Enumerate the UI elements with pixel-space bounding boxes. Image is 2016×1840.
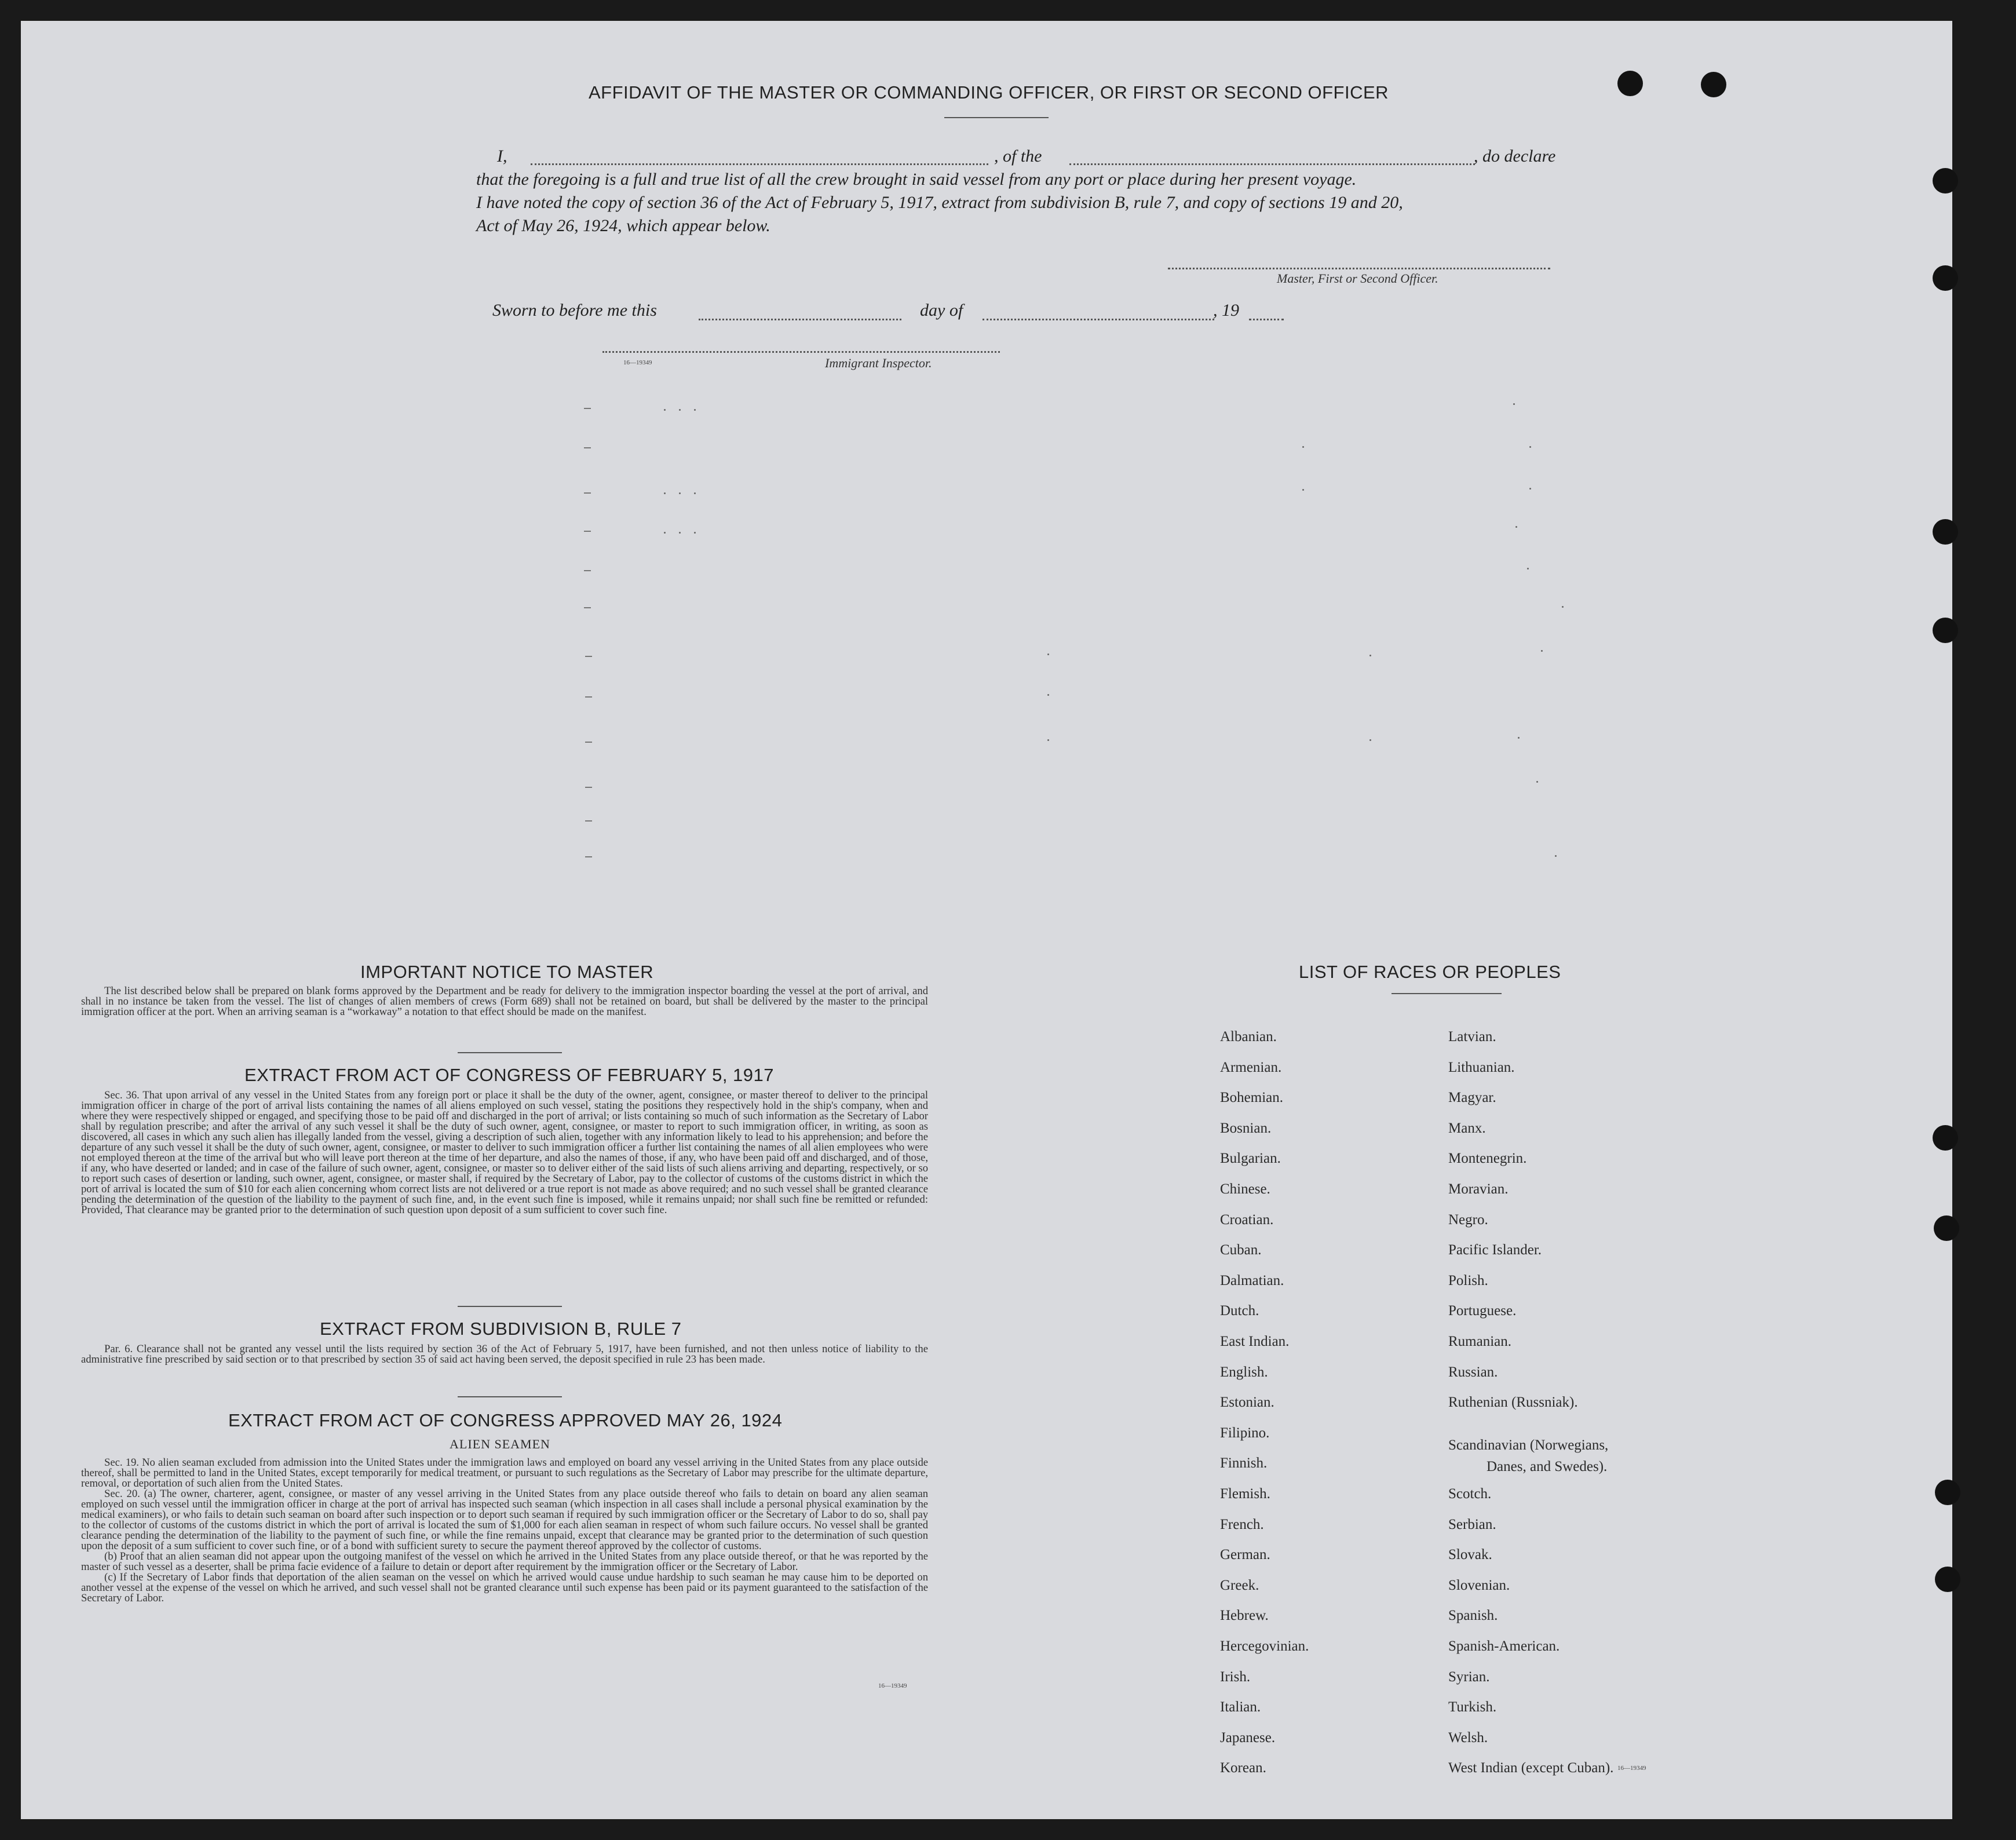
year-blank[interactable] [1249, 319, 1284, 320]
form-number: 16—19349 [623, 359, 652, 366]
section-36-paragraph: Sec. 36. That upon arrival of any vessel in the United States from any foreign port or place it shall be the duty of the owner, agent, consignee, or master thereof to deliver to the principal immigration officer in charge of the port of arrival lists containing the names of all aliens employed on such vessel, stating the positions they respectively hold in the ship's company, when and where they were respectively shipped or engaged, and specifying those to be paid off and discharged in the port of arrival; or lists containing so much of such information as the Secretary of Labor shall by regulation prescribe; and after the arrival of any such vessel it shall be the duty of such owner, agent, consignee, or master to report to such immigration officer, in writing, as soon as discovered, all cases in which any such alien has illegally landed from the vessel, giving a description of such alien, together with any information likely to lead to his apprehension; and before the departure of any such vessel it shall be the duty of such owner, agent, consignee, or master to deliver to such immigration officer a further list containing the names of all alien employees who were not employed thereon at the time of the arrival but who will leave port thereon at the time of her departure, and also the names of those, if any, who have been paid off and discharged, and of those, if any, who have deserted or landed; and in case of the failure of such owner, agent, consignee, or master so to deliver either of the said lists of such aliens arriving and departing, respectively, or so to report such cases of desertion or landing, such owner, agent, consignee, or master shall, if required by the Secretary of Labor, pay to the collector of customs of the customs district in which the port of arrival is located the sum of $10 for each alien concerning whom correct lists are not delivered or a true report is not made as above required; and no such vessel shall be granted clearance pending the determination of the question of the liability to the payment of such fine, and, in the event such fine is imposed, while it remains unpaid; nor shall such fine be remitted or refunded: Provided, That clearance may be granted prior to the determination of such question upon deposit of a sum sufficient to cover such fine. [81, 1089, 928, 1216]
race-item: West Indian (except Cuban). [1448, 1760, 1614, 1776]
speck [1047, 739, 1049, 741]
vessel-blank[interactable] [1069, 163, 1475, 165]
speck [664, 532, 666, 534]
race-item: Spanish. [1448, 1608, 1498, 1624]
race-item: Magyar. [1448, 1090, 1496, 1106]
race-item: Armenian. [1220, 1059, 1282, 1075]
race-item: Estonian. [1220, 1394, 1274, 1411]
race-item: Dalmatian. [1220, 1272, 1284, 1288]
speck [1047, 694, 1049, 696]
sworn-label: Sworn to before me this [492, 301, 657, 320]
race-item: Slovak. [1448, 1547, 1492, 1563]
race-item: Serbian. [1448, 1516, 1496, 1532]
divider [458, 1052, 562, 1053]
race-item: Montenegrin. [1448, 1151, 1527, 1167]
margin-mark [584, 607, 591, 608]
speck [1513, 403, 1515, 405]
race-item: Greek. [1220, 1577, 1259, 1593]
speck [1536, 781, 1538, 783]
section-20a-paragraph: Sec. 20. (a) The owner, charterer, agent, consignee, or master of any vessel arriving in the United States from any place outside thereof who fails to detain on board any alien seaman employed on such vessel until the immigration officer in charge at the port of arrival has inspected such seaman (which inspection in all cases shall include a personal physical examination by the medical examiners), or who fails to detain such seaman on board after such inspection or to deport such seaman if required by such immigration officer or the Secretary of Labor to do so, shall pay to the collector of customs of the customs district in which the port of arrival is located the sum of $1,000 for each alien seaman in respect of whom such failure occurs. No vessel shall be granted clearance pending the determination of the liability to the payment of such fine, or while the fine remains unpaid, except that clearance may be granted prior to the determination of such question upon the deposit of a sum sufficient to cover such fine, or of a bond with sufficient surety to secure the payment thereof approved by the collector of customs. [81, 1488, 928, 1552]
divider [944, 117, 1049, 118]
race-item: Moravian. [1448, 1181, 1509, 1197]
name-blank[interactable] [531, 163, 988, 165]
margin-mark [584, 570, 591, 571]
race-item: Cuban. [1220, 1242, 1262, 1258]
speck [694, 532, 696, 534]
speck [1529, 488, 1531, 490]
speck [1555, 855, 1557, 857]
race-item: Finnish. [1220, 1455, 1268, 1472]
extract-1924-text [81, 1458, 928, 1604]
sworn-day-blank[interactable] [699, 319, 901, 320]
affidavit-of-the: , of the [994, 147, 1042, 166]
notice-paragraph: The list described below shall be prepared on blank forms approved by the Department and be ready for delivery to the immigration inspector boarding the vessel at the port of arrival, and shall in no instance be taken from the vessel. The list of changes of alien members of crews (Form 689) shall not be retained on board, but shall be delivered by the master to the principal immigration officer at the port. When an arriving seaman is a “workaway” a notation to that effect should be made on the manifest. [81, 985, 928, 1018]
race-item: Negro. [1448, 1211, 1488, 1228]
extract-1917-title: EXTRACT FROM ACT OF CONGRESS OF FEBRUARY 5, 1917 [244, 1065, 775, 1085]
officer-signature-line[interactable] [1168, 268, 1550, 269]
subdivision-text [81, 1344, 928, 1365]
margin-mark [585, 787, 592, 788]
affidavit-title: AFFIDAVIT OF THE MASTER OR COMMANDING OFFICER, OR FIRST OR SECOND OFFICER [589, 82, 1389, 103]
speck [679, 532, 681, 534]
race-item: Welsh. [1448, 1729, 1488, 1746]
margin-mark [584, 531, 591, 532]
divider [458, 1396, 562, 1397]
form-number: 16—19349 [1617, 1765, 1646, 1772]
margin-mark [585, 656, 592, 657]
race-item: Portuguese. [1448, 1303, 1517, 1319]
race-item: Danes, and Swedes). [1487, 1458, 1608, 1474]
speck [1518, 737, 1520, 739]
race-item: Filipino. [1220, 1425, 1270, 1441]
race-item: French. [1220, 1516, 1264, 1532]
speck [1369, 739, 1371, 741]
notice-text [81, 986, 928, 1017]
margin-mark [585, 696, 592, 698]
race-item: Croatian. [1220, 1211, 1274, 1228]
race-item: Bulgarian. [1220, 1151, 1281, 1167]
race-item: Spanish-American. [1448, 1638, 1560, 1654]
race-item: Rumanian. [1448, 1334, 1512, 1349]
punch-hole [1933, 618, 1958, 643]
speck [1302, 489, 1304, 491]
section-20c-paragraph: (c) If the Secretary of Labor finds that deportation of the alien seaman on the vessel on which he arrived would cause undue hardship to such seaman he may cause him to be deported on another vessel at the expense of the vessel on which he arrived, and such vessel shall not be granted clearance until such expense has been paid or its payment guaranteed to the satisfaction of the Secretary of Labor. [81, 1571, 928, 1604]
race-item: Turkish. [1448, 1699, 1497, 1715]
affidavit-i: I, [497, 147, 507, 166]
race-item: Russian. [1448, 1364, 1498, 1380]
punch-hole [1701, 72, 1726, 97]
race-item: Bosnian. [1220, 1120, 1272, 1136]
race-item: English. [1220, 1364, 1268, 1380]
races-title: LIST OF RACES OR PEOPLES [1299, 962, 1561, 982]
race-item: Slovenian. [1448, 1577, 1510, 1593]
speck [664, 492, 666, 494]
speck [1541, 650, 1543, 652]
race-item: Latvian. [1448, 1029, 1496, 1045]
speck [694, 409, 696, 411]
speck [1302, 446, 1304, 448]
extract-1917-text [81, 1090, 928, 1215]
margin-mark [584, 408, 591, 409]
year-label: , 19 [1213, 301, 1239, 320]
punch-hole [1933, 168, 1958, 194]
sworn-month-blank[interactable] [983, 319, 1214, 320]
punch-hole [1617, 71, 1643, 96]
affidavit-line4: Act of May 26, 1924, which appear below. [476, 216, 770, 235]
day-of-label: day of [920, 301, 963, 320]
race-item: Pacific Islander. [1448, 1242, 1542, 1258]
rule-7-paragraph: Par. 6. Clearance shall not be granted any vessel until the lists required by section 36 of the Act of February 5, 1917, have been furnished, and not then unless notice of liability to the administrative fine prescribed by said section or to that prescribed by section 35 of said act having been served, the deposit specified in rule 23 has been made. [81, 1343, 928, 1366]
speck [1527, 568, 1529, 569]
race-item: Scotch. [1448, 1486, 1492, 1502]
race-item: Bohemian. [1220, 1090, 1284, 1106]
extract-1924-title: EXTRACT FROM ACT OF CONGRESS APPROVED MAY 26, 1924 [228, 1410, 783, 1430]
margin-mark [585, 742, 592, 743]
race-item: Italian. [1220, 1699, 1261, 1715]
section-19-paragraph: Sec. 19. No alien seaman excluded from admission into the United States under the immigration laws and employed on board any vessel arriving in the United States from any place outside thereof, shall be permitted to land in the United States, except temporarily for medical treatment, or pursuant to such regulations as the Secretary of Labor may prescribe for the ultimate departure, removal, or deportation of such alien from the United States. [81, 1456, 928, 1489]
race-item: Scandinavian (Norwegians, [1448, 1437, 1609, 1453]
form-number: 16—19349 [878, 1682, 907, 1689]
speck [664, 409, 666, 411]
punch-hole [1933, 519, 1958, 545]
margin-mark [584, 492, 591, 494]
inspector-label: Immigrant Inspector. [825, 356, 932, 370]
race-item: Syrian. [1448, 1669, 1490, 1685]
subdivision-title: EXTRACT FROM SUBDIVISION B, RULE 7 [320, 1319, 682, 1339]
punch-hole [1935, 1567, 1960, 1592]
alien-seamen-subtitle: ALIEN SEAMEN [450, 1437, 550, 1451]
divider [458, 1306, 562, 1307]
race-item: Chinese. [1220, 1181, 1270, 1197]
speck [679, 492, 681, 494]
speck [679, 409, 681, 411]
section-20b-paragraph: (b) Proof that an alien seaman did not appear upon the outgoing manifest of the vessel on which he arrived in the United States from any place outside thereof, or that he was reported by the master of such vessel as a deserter, shall be prima facie evidence of a failure to detain or deport after requirement by the immigration officer or the Secretary of Labor. [81, 1550, 928, 1573]
race-item: Lithuanian. [1448, 1059, 1515, 1075]
race-item: Manx. [1448, 1120, 1486, 1136]
punch-hole [1934, 1215, 1959, 1241]
speck [1562, 606, 1564, 608]
speck [1515, 526, 1517, 528]
divider [1392, 993, 1502, 994]
race-item: Hercegovinian. [1220, 1638, 1309, 1654]
margin-mark [585, 820, 592, 822]
race-item: Hebrew. [1220, 1608, 1269, 1624]
punch-hole [1935, 1480, 1960, 1505]
race-item: German. [1220, 1547, 1270, 1563]
race-item: Albanian. [1220, 1029, 1277, 1045]
race-item: Ruthenian (Russniak). [1448, 1394, 1578, 1411]
margin-mark [585, 856, 592, 857]
punch-hole [1933, 265, 1958, 291]
speck [1529, 446, 1531, 448]
race-item: Polish. [1448, 1272, 1488, 1288]
notice-title: IMPORTANT NOTICE TO MASTER [360, 962, 654, 982]
race-item: Dutch. [1220, 1303, 1259, 1319]
speck [1047, 654, 1049, 655]
affidavit-line3: I have noted the copy of section 36 of the Act of February 5, 1917, extract from subdivision B, rule 7, and copy of sections 19 and 20, [476, 193, 1403, 212]
affidavit-declare: , do declare [1474, 147, 1556, 166]
race-item: East Indian. [1220, 1334, 1290, 1349]
race-item: Korean. [1220, 1760, 1266, 1776]
document-page [21, 21, 1952, 1819]
race-item: Irish. [1220, 1669, 1251, 1685]
margin-mark [584, 447, 591, 448]
race-item: Japanese. [1220, 1729, 1276, 1746]
affidavit-line2: that the foregoing is a full and true list of all the crew brought in said vessel from any port or place during her present voyage. [476, 170, 1357, 189]
officer-label: Master, First or Second Officer. [1277, 271, 1438, 286]
punch-hole [1933, 1125, 1958, 1151]
inspector-signature-line[interactable] [602, 351, 1000, 353]
speck [1369, 655, 1371, 656]
race-item: Flemish. [1220, 1486, 1270, 1502]
speck [694, 492, 696, 494]
